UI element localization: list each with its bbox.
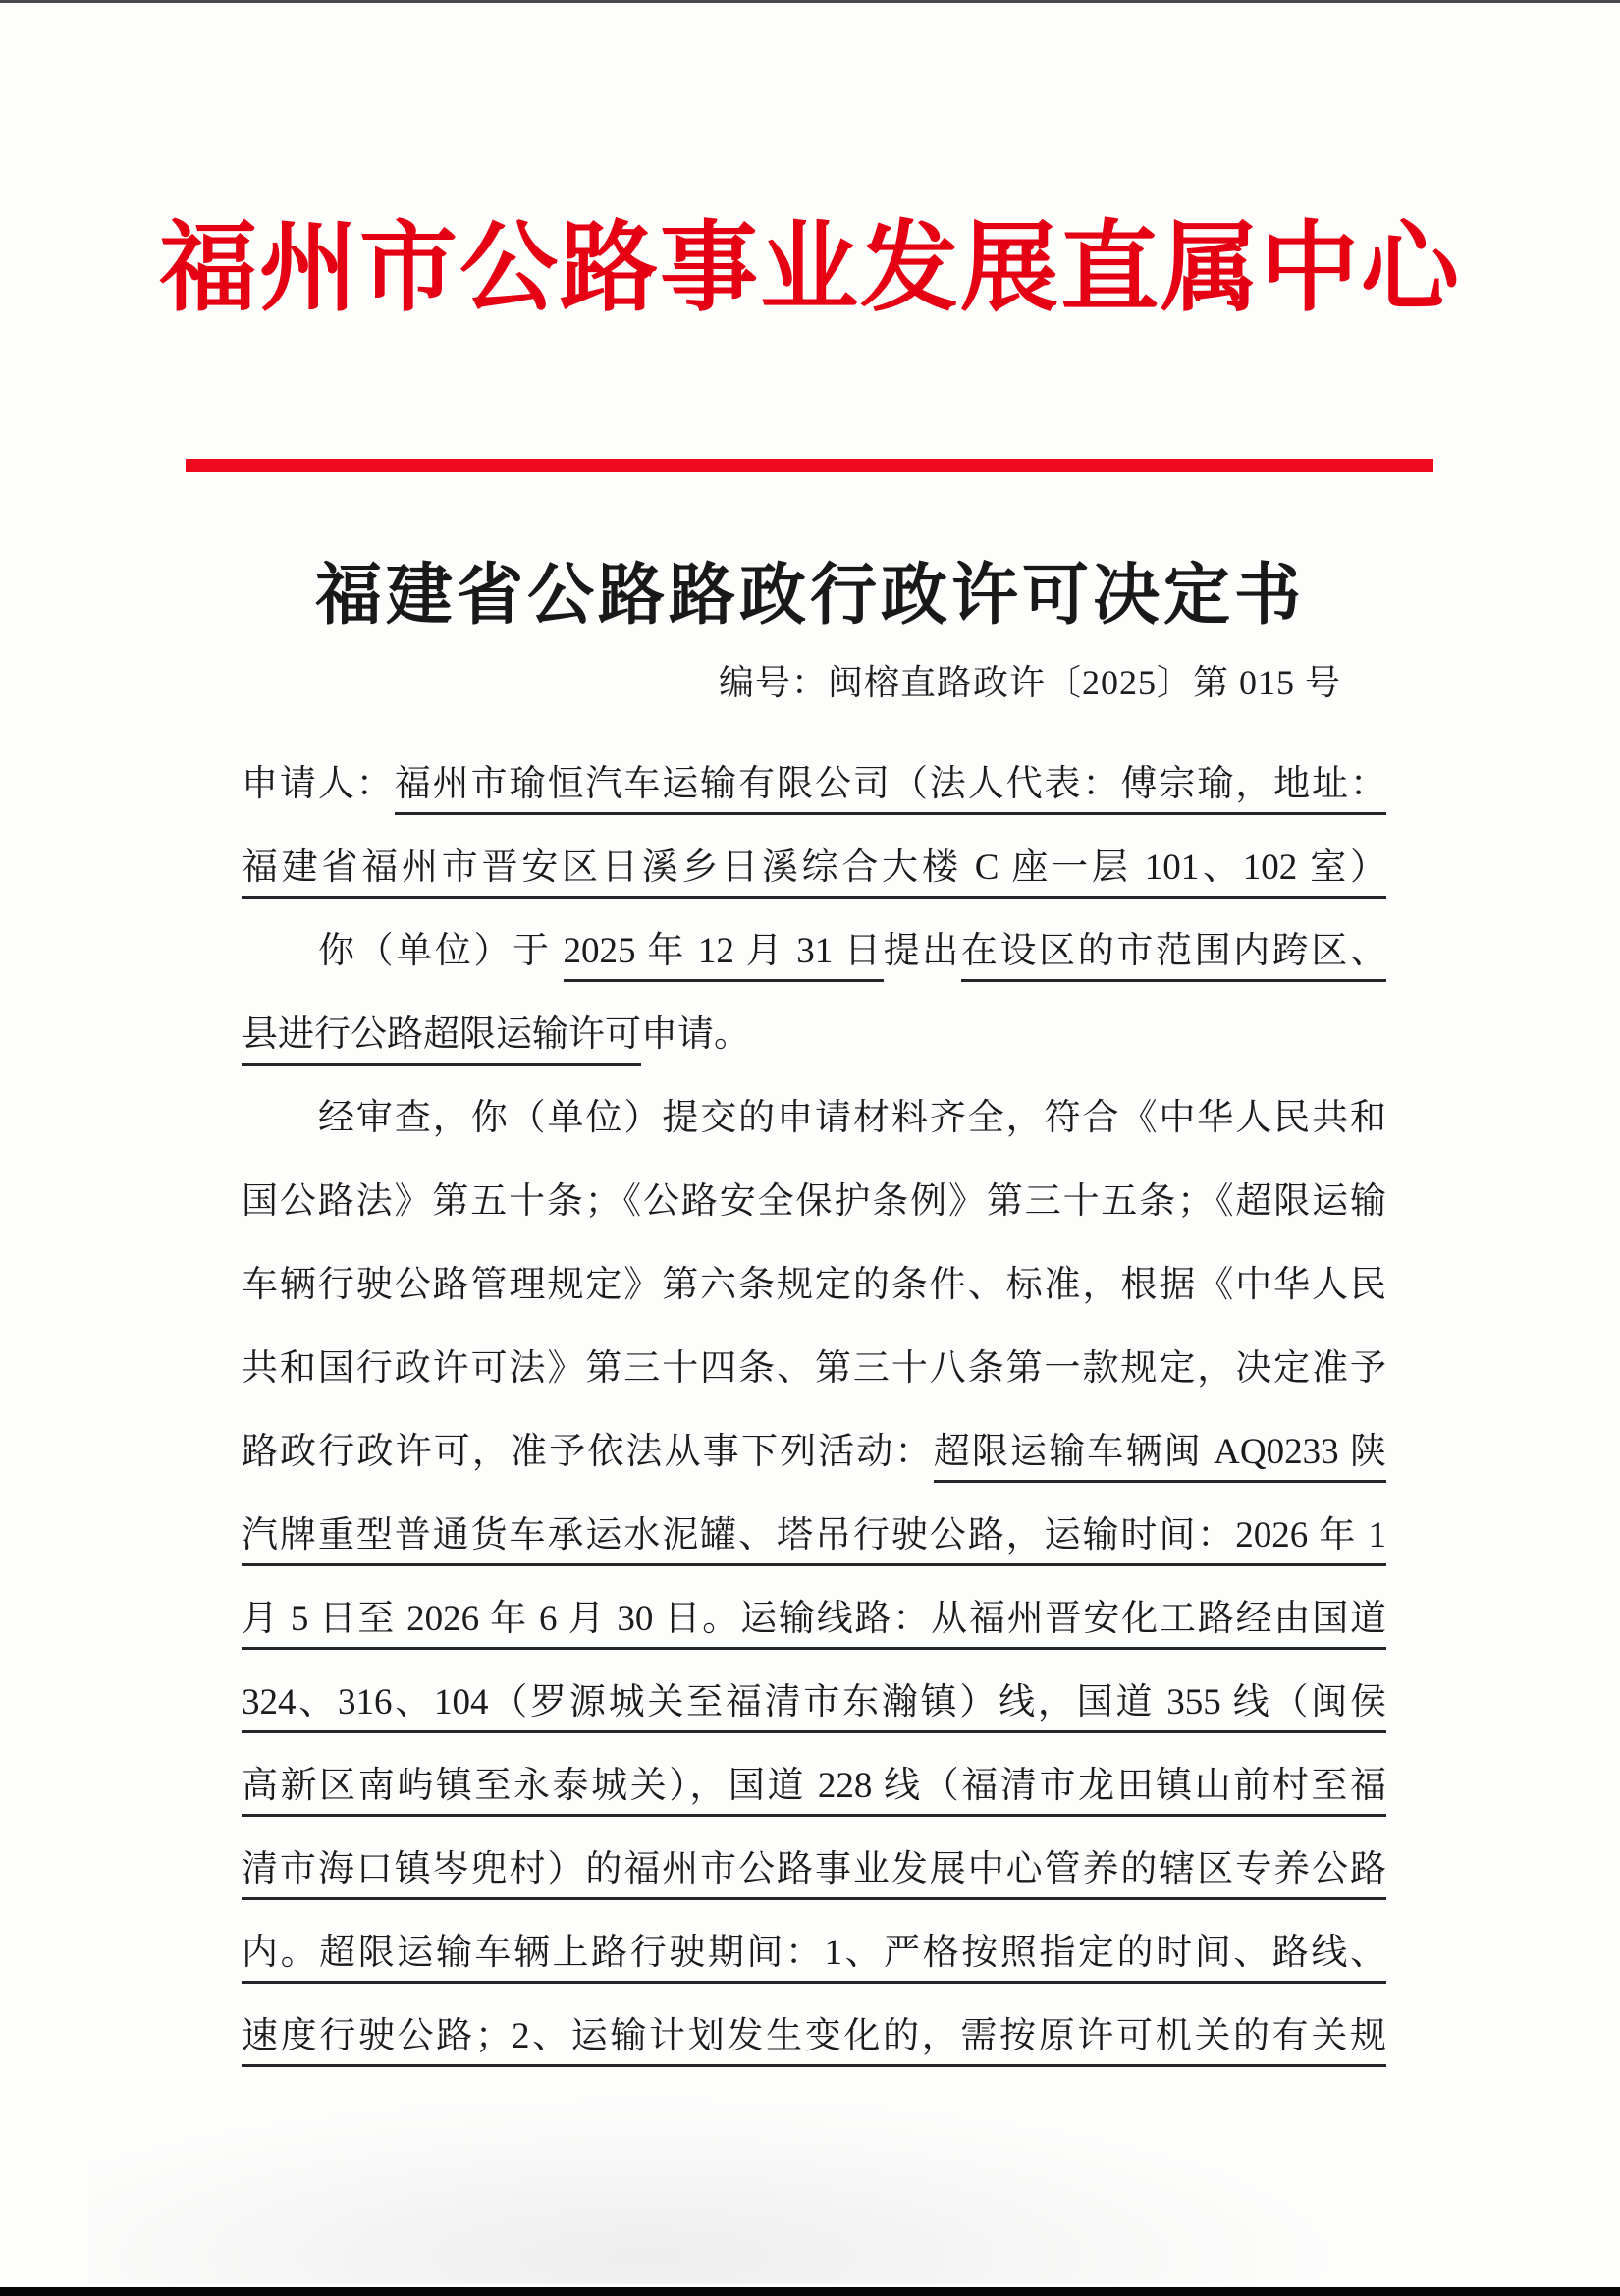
document-title: 福建省公路路政行政许可决定书 bbox=[314, 558, 1305, 632]
body-line bbox=[242, 993, 1386, 1076]
body-line bbox=[242, 742, 1386, 826]
body-line bbox=[242, 1076, 1386, 1160]
letterhead-title: 福州市公路事业发展直属中心 bbox=[159, 214, 1461, 323]
underlined-text-segment: 福州市瑜恒汽车运输有限公司（法人代表：傅宗瑜，地址： bbox=[395, 764, 1386, 815]
underlined-text-segment: 速度行驶公路；2、运输计划发生变化的，需按原许可机关的有关规 bbox=[242, 2016, 1386, 2067]
body-line bbox=[242, 909, 1386, 993]
red-divider-rule bbox=[186, 459, 1433, 472]
body-line bbox=[242, 1744, 1386, 1828]
text-segment: 车辆行驶公路管理规定》第六条规定的条件、标准，根据《中华人民 bbox=[242, 1265, 1386, 1305]
underlined-text-segment: 324、316、104（罗源城关至福清市东瀚镇）线，国道 355 线（闽侯 bbox=[242, 1682, 1386, 1733]
body-line bbox=[242, 1160, 1386, 1243]
body-line bbox=[242, 1911, 1386, 1995]
underlined-text-segment: 福建省福州市晋安区日溪乡日溪综合大楼 C 座一层 101、102 室） bbox=[242, 847, 1386, 899]
body-line bbox=[242, 1995, 1386, 2078]
text-segment: 经审查，你（单位）提交的申请材料齐全，符合《中华人民共和 bbox=[318, 1098, 1386, 1138]
scan-edge-bottom bbox=[0, 2287, 1620, 2296]
underlined-text-segment: 清市海口镇岑兜村）的福州市公路事业发展中心管养的辖区专养公路 bbox=[242, 1849, 1386, 1900]
body-line bbox=[242, 826, 1386, 909]
text-segment: 你（单位）于 bbox=[318, 931, 564, 971]
body-line bbox=[242, 1327, 1386, 1410]
underlined-text-segment: 内。超限运输车辆上路行驶期间：1、严格按照指定的时间、路线、 bbox=[242, 1933, 1386, 1984]
text-segment: 共和国行政许可法》第三十四条、第三十八条第一款规定，决定准予 bbox=[242, 1348, 1386, 1389]
underlined-text-segment: 县进行公路超限运输许可 bbox=[242, 1014, 641, 1066]
underlined-text-segment: 在设区的市范围内跨区、 bbox=[961, 931, 1386, 982]
underlined-text-segment: 高新区南屿镇至永泰城关），国道 228 线（福清市龙田镇山前村至福 bbox=[242, 1766, 1386, 1817]
text-segment: 国公路法》第五十条；《公路安全保护条例》第三十五条；《超限运输 bbox=[242, 1181, 1386, 1222]
body-line bbox=[242, 1661, 1386, 1744]
scan-smudge bbox=[88, 2102, 1325, 2284]
text-segment: 路政行政许可，准予依法从事下列活动： bbox=[242, 1432, 934, 1472]
document-body bbox=[242, 742, 1386, 2078]
underlined-text-segment: 超限运输车辆闽 AQ0233 陕 bbox=[934, 1432, 1386, 1483]
underlined-text-segment: 汽牌重型普通货车承运水泥罐、塔吊行驶公路，运输时间：2026 年 1 bbox=[242, 1515, 1386, 1566]
body-line bbox=[242, 1494, 1386, 1577]
document-number: 编号：闽榕直路政许〔2025〕第 015 号 bbox=[718, 663, 1341, 702]
body-line bbox=[242, 1828, 1386, 1911]
text-segment: 申请。 bbox=[641, 1014, 750, 1055]
underlined-text-segment: 2025 年 12 月 31 日 bbox=[564, 931, 884, 982]
text-segment: 申请人： bbox=[242, 764, 395, 804]
underlined-text-segment: 月 5 日至 2026 年 6 月 30 日。运输线路：从福州晋安化工路经由国道 bbox=[242, 1599, 1386, 1650]
text-segment: 提出 bbox=[883, 931, 961, 971]
body-line bbox=[242, 1410, 1386, 1494]
body-line bbox=[242, 1577, 1386, 1661]
body-line bbox=[242, 1243, 1386, 1327]
scan-edge-top bbox=[0, 0, 1620, 3]
